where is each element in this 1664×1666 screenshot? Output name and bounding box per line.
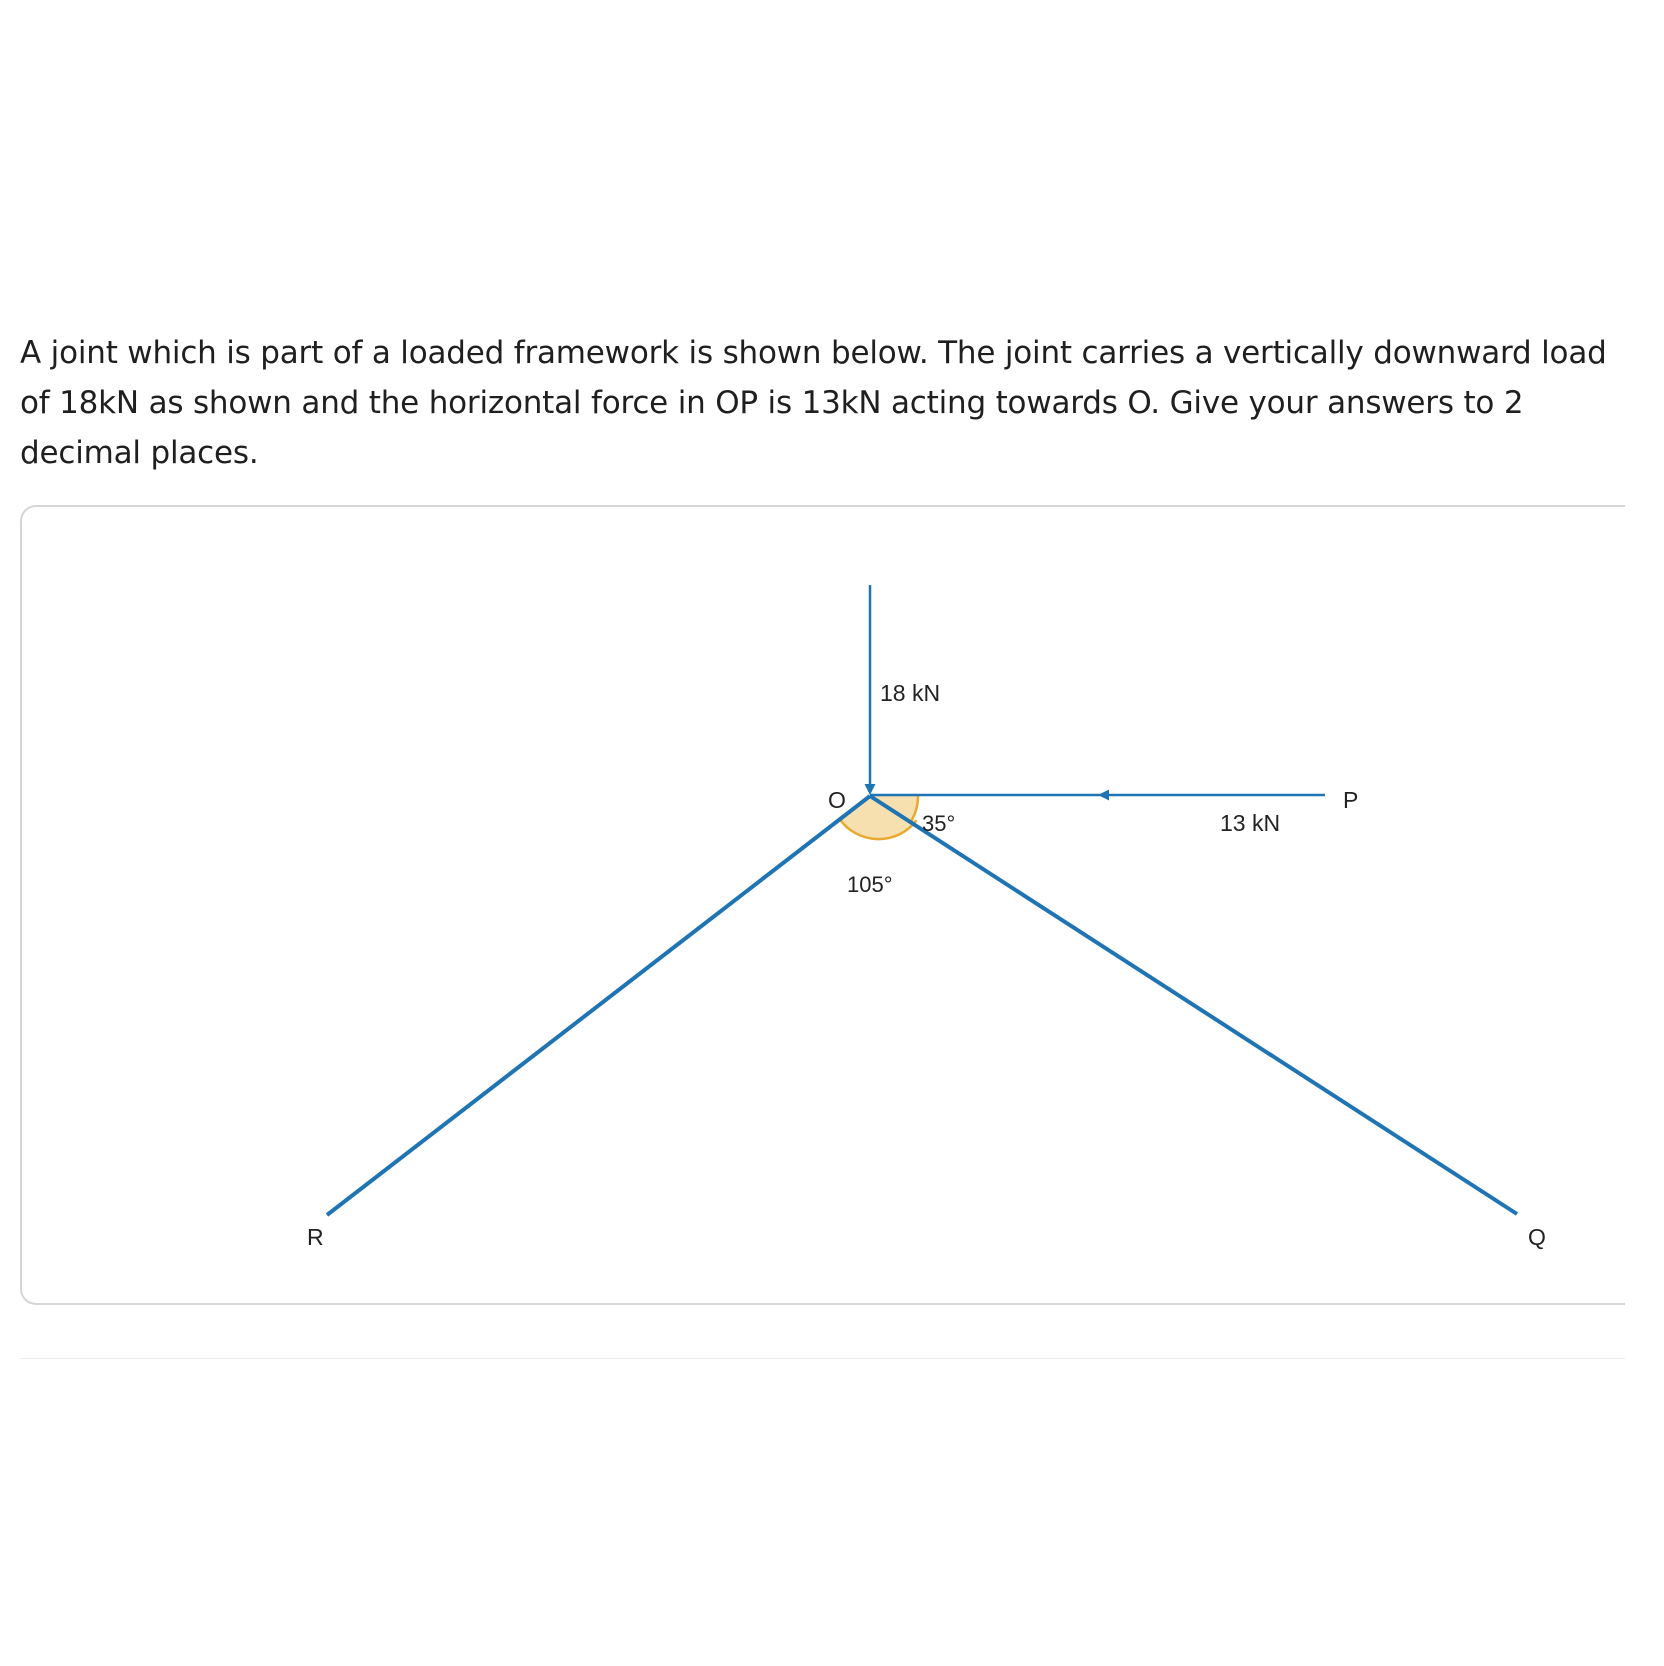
point-r-label: R [307, 1224, 324, 1250]
divider [20, 1358, 1625, 1359]
angle-105-label: 105° [847, 872, 893, 897]
framework-diagram [2, 2, 1664, 1666]
question-text: A joint which is part of a loaded framework is shown below. The joint carries a vertically downward load of 18kN as shown and the horizontal force in OP is 13kN acting towards O. Give your answers to 2 decimal places. [20, 335, 1607, 471]
horizontal-force-arrowhead [1098, 790, 1109, 801]
member-oq [870, 796, 1517, 1214]
figure-card [20, 505, 1625, 1305]
load-label: 18 kN [880, 680, 941, 706]
point-q-label: Q [1528, 1224, 1546, 1250]
point-p-label: P [1343, 787, 1359, 813]
point-o-label: O [828, 787, 846, 813]
horizontal-force-label: 13 kN [1220, 810, 1281, 836]
vertical-load-arrowhead [865, 784, 876, 795]
angle-35-label: 35° [922, 811, 956, 836]
member-or [327, 796, 870, 1215]
